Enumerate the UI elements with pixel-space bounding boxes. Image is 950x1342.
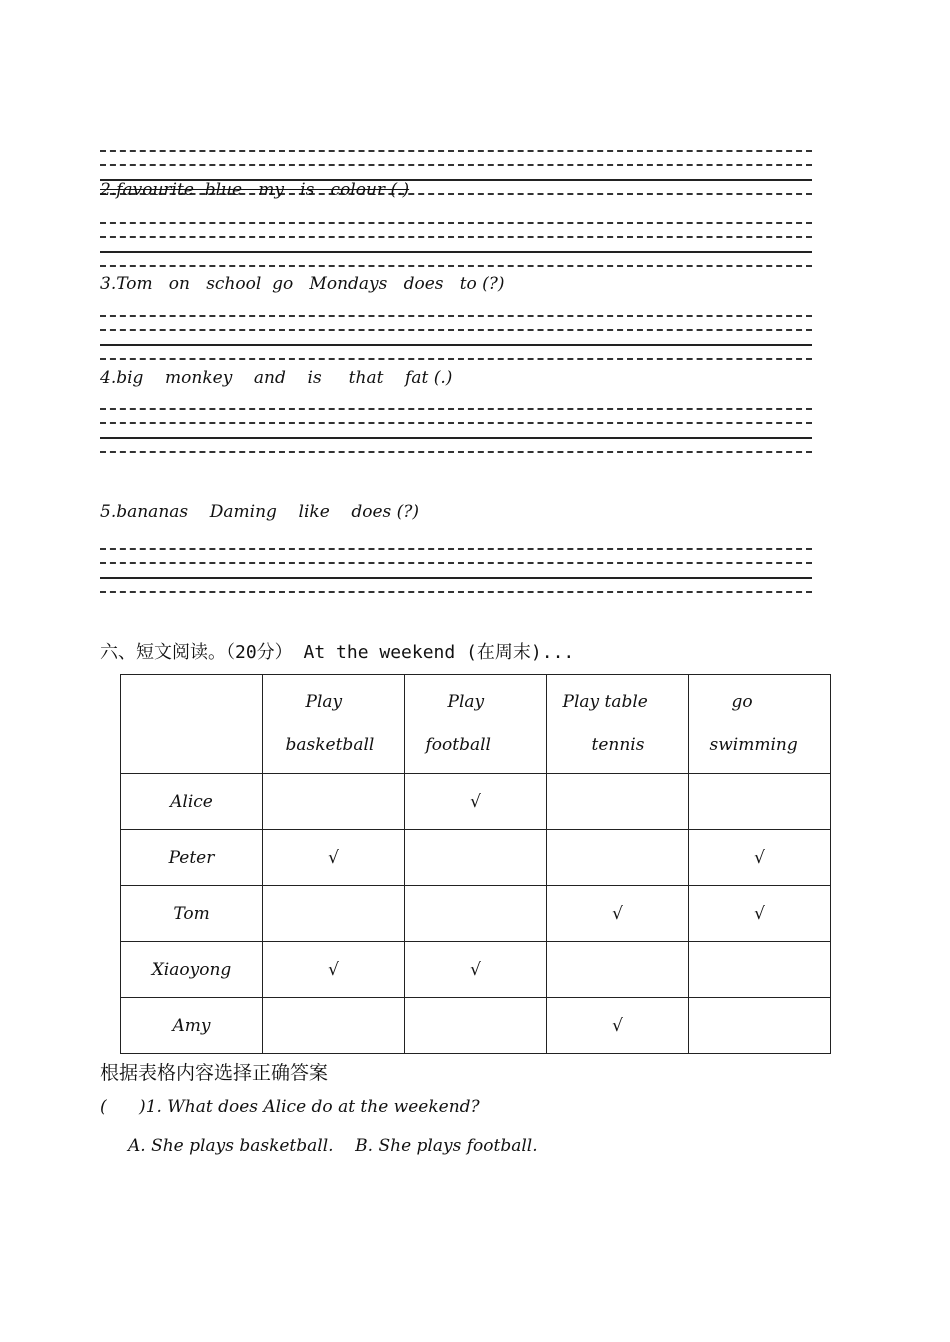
row-name: Xiaoyong [121,942,263,998]
check-cell: √ [263,830,405,886]
table-row [121,830,831,886]
check-cell [405,830,547,886]
check-cell [405,886,547,942]
check-cell: √ [405,774,547,830]
table-row [121,942,831,998]
question-3: 3.Tom on school go Mondays does to (?) [100,274,505,294]
check-cell: √ [689,886,831,942]
row-name: Tom [121,886,263,942]
writing-lines-5 [100,548,812,600]
header-basketball: Play basketball [263,675,405,774]
check-cell [689,942,831,998]
quiz-options-1: A. She plays basketball. B. She plays football. [128,1136,538,1156]
check-cell: √ [547,998,689,1054]
table-row [121,998,831,1054]
table-header-row [121,675,831,774]
check-cell: √ [405,942,547,998]
check-cell [263,774,405,830]
writing-lines-3 [100,315,812,367]
header-football: Play football [405,675,547,774]
check-cell: √ [689,830,831,886]
check-cell: √ [547,886,689,942]
check-cell: √ [263,942,405,998]
question-2: 2.favourite blue my is colour (.) [100,180,410,200]
writing-lines-4 [100,408,812,460]
check-cell [547,774,689,830]
header-table-tennis: Play table tennis [547,675,689,774]
quiz-question-1: ( )1. What does Alice do at the weekend? [100,1097,480,1117]
header-swimming: go swimming [689,675,831,774]
check-cell [263,886,405,942]
row-name: Amy [121,998,263,1054]
check-cell [547,830,689,886]
section-title: 六、短文阅读。（20分） At the weekend (在周末)... [100,642,575,663]
writing-lines-2 [100,222,812,274]
row-name: Alice [121,774,263,830]
row-name: Peter [121,830,263,886]
check-cell [689,774,831,830]
check-cell [547,942,689,998]
table-row [121,774,831,830]
check-cell [405,998,547,1054]
table-row [121,886,831,942]
check-cell [263,998,405,1054]
activity-table [120,674,831,1054]
check-cell [689,998,831,1054]
instruction: 根据表格内容选择正确答案 [100,1062,329,1084]
question-5: 5.bananas Daming like does (?) [100,502,420,522]
header-empty [121,675,263,774]
question-4: 4.big monkey and is that fat (.) [100,368,453,388]
